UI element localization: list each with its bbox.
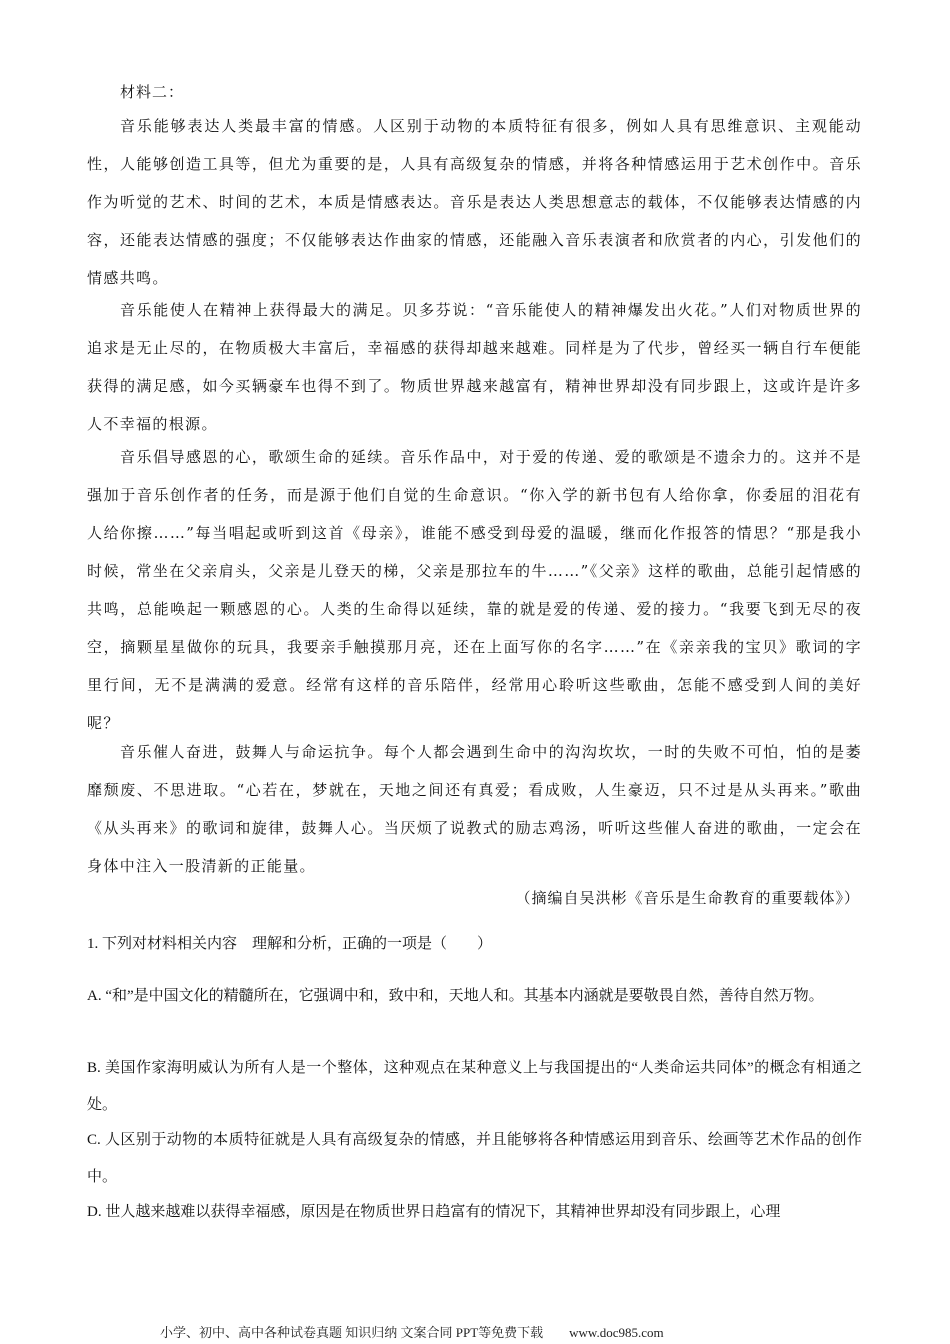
option-a: A. “和”是中国文化的精髓所在，它强调中和，致中和，天地人和。其基本内涵就是要敬畏自然，善待自然万物。 xyxy=(87,988,824,1004)
material-paragraph-2: 音乐能使人在精神上获得最大的满足。贝多芬说：“音乐能使人的精神爆发出火花。”人们对物质世界的追求是无止尽的，在物质极大丰富后，幸福感的获得却越来越难。同样是为了代步，曾经买一辆自行车便能获得的满足感，如今买辆豪车也得不到了。物质世界越来越富有，精神世界却没有同步跟上，这或许是许多人不幸福的根源。 xyxy=(87,301,862,433)
question-stem: 1. 下列对材料相关内容 理解和分析，正确的一项是（ ） xyxy=(87,936,493,952)
material-paragraph-3: 音乐倡导感恩的心，歌颂生命的延续。音乐作品中，对于爱的传递、爱的歌颂是不遗余力的。这并不是强加于音乐创作者的任务，而是源于他们自觉的生命意识。“你入学的新书包有人给你拿，你委屈的泪花有人给你擦……”每当唱起或听到这首《母亲》，谁能不感受到母爱的温暖，继而化作报答的情思？“那是我小时候，常坐在父亲肩头，父亲是儿登天的梯，父亲是那拉车的牛……”《父亲》这样的歌曲，总能引起情感的共鸣，总能唤起一颗感恩的心。人类的生命得以延续，靠的就是爱的传递、爱的接力。“我要飞到无尽的夜空，摘颗星星做你的玩具，我要亲手触摸那月亮，还在上面写你的名字……”在《亲亲我的宝贝》歌词的字里行间，无不是满满的爱意。经常有这样的音乐陪伴，经常用心聆听这些歌曲，怎能不感受到人间的美好呢？ xyxy=(87,448,862,732)
option-b: B. 美国作家海明威认为所有人是一个整体，这种观点在某种意义上与我国提出的“人类命运共同体”的概念有相通之处。 xyxy=(87,1060,862,1113)
source-citation: （摘编自吴洪彬《音乐是生命教育的重要载体》） xyxy=(515,889,860,907)
material-paragraph-1: 音乐能够表达人类最丰富的情感。人区别于动物的本质特征有很多，例如人具有思维意识、主观能动性，人能够创造工具等，但尤为重要的是，人具有高级复杂的情感，并将各种情感运用于艺术创作中。音乐作为听觉的艺术、时间的艺术，本质是情感表达。音乐是表达人类思想意志的载体，不仅能够表达情感的内容，还能表达情感的强度；不仅能够表达作曲家的情感，还能融入音乐表演者和欣赏者的内心，引发他们的情感共鸣。 xyxy=(87,117,862,287)
material-paragraph-4: 音乐催人奋进，鼓舞人与命运抗争。每个人都会遇到生命中的沟沟坎坎，一时的失败不可怕，怕的是萎靡颓废、不思进取。“心若在，梦就在，天地之间还有真爱；看成败，人生豪迈，只不过是从头再来。”歌曲《从头再来》的歌词和旋律，鼓舞人心。当厌烦了说教式的励志鸡汤，听听这些催人奋进的歌曲，一定会在身体中注入一股清新的正能量。 xyxy=(87,743,862,875)
option-d: D. 世人越来越难以获得幸福感，原因是在物质世界日趋富有的情况下，其精神世界却没有同步跟上，心理 xyxy=(87,1204,781,1220)
page-footer: 小学、初中、高中各种试卷真题 知识归纳 文案合同 PPT等免费下载 www.doc985.com xyxy=(160,1325,664,1340)
option-c: C. 人区别于动物的本质特征就是人具有高级复杂的情感，并且能够将各种情感运用到音乐、绘画等艺术作品的创作中。 xyxy=(87,1132,862,1185)
material-label: 材料二： xyxy=(120,83,185,101)
